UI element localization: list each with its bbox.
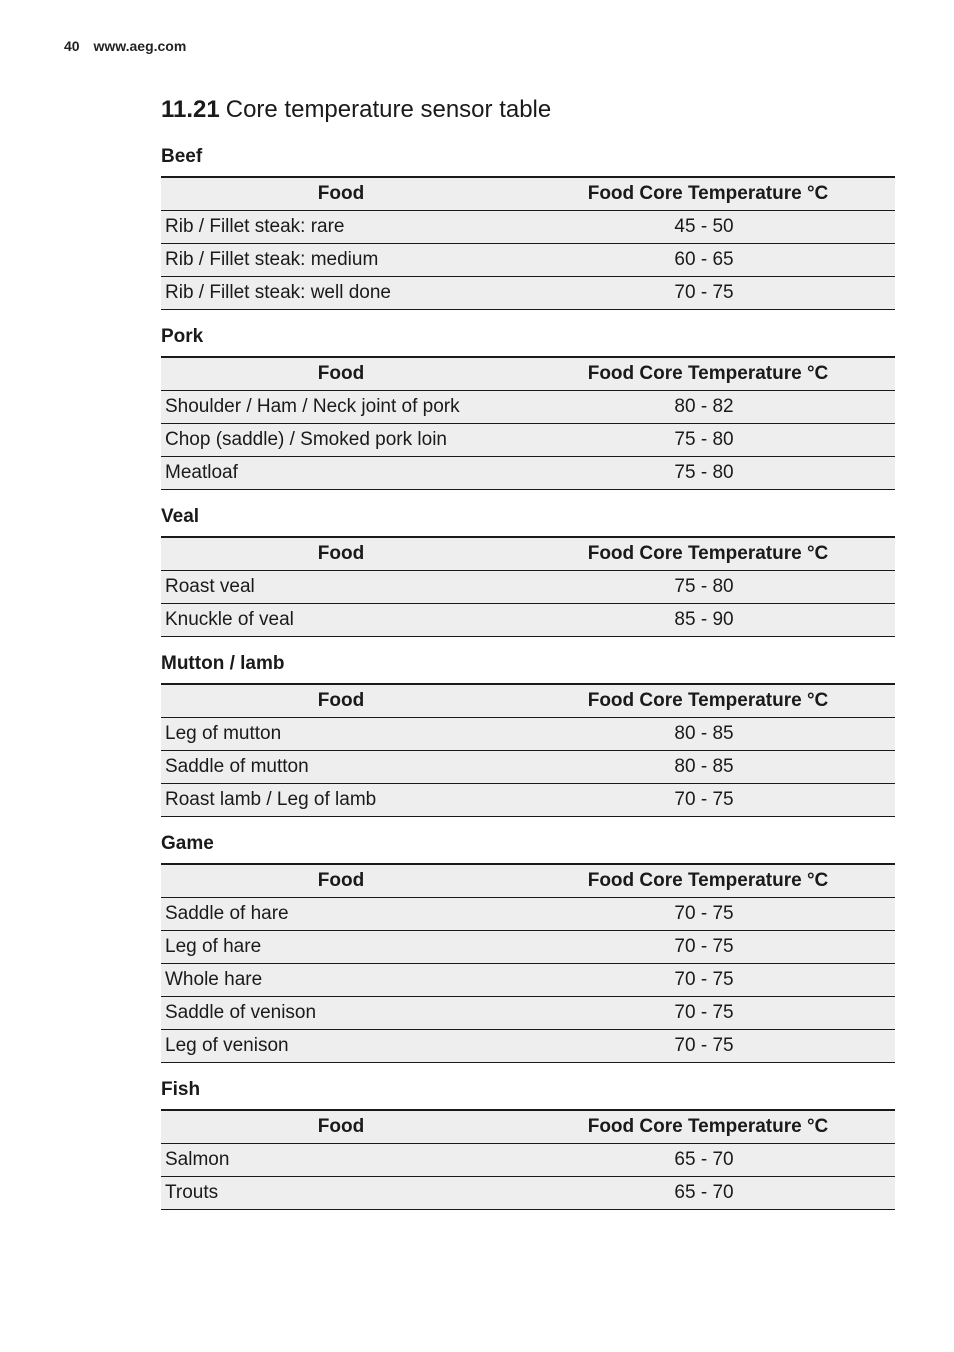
temperature-table [161, 536, 895, 637]
temperature-cell: 70 - 75 [521, 964, 895, 997]
temperature-cell: 75 - 80 [521, 571, 895, 604]
food-cell: Leg of mutton [161, 718, 521, 751]
temperature-cell: 70 - 75 [521, 277, 895, 310]
page-header [64, 38, 186, 54]
section-title [161, 94, 895, 126]
temperature-cell: 85 - 90 [521, 604, 895, 637]
table-header-row [161, 864, 895, 898]
column-header-temperature: Food Core Temperature °C [521, 177, 895, 211]
column-header-temperature: Food Core Temperature °C [521, 684, 895, 718]
table-header-row [161, 177, 895, 211]
temperature-cell: 70 - 75 [521, 784, 895, 817]
temperature-cell: 75 - 80 [521, 457, 895, 490]
main-content [161, 94, 895, 1210]
category-veal [161, 504, 895, 637]
table-row [161, 391, 895, 424]
table-row [161, 1030, 895, 1063]
table-row [161, 571, 895, 604]
section-number: 11.21 [161, 96, 220, 123]
food-cell: Roast lamb / Leg of lamb [161, 784, 521, 817]
table-row [161, 931, 895, 964]
food-cell: Shoulder / Ham / Neck joint of pork [161, 391, 521, 424]
column-header-food: Food [161, 684, 521, 718]
table-row [161, 211, 895, 244]
table-row [161, 457, 895, 490]
category-title: Veal [161, 506, 200, 527]
table-row [161, 784, 895, 817]
food-cell: Leg of hare [161, 931, 521, 964]
food-cell: Roast veal [161, 571, 521, 604]
categories-container [161, 144, 895, 1210]
column-header-temperature: Food Core Temperature °C [521, 357, 895, 391]
temperature-cell: 60 - 65 [521, 244, 895, 277]
page-number: 40 [64, 38, 80, 54]
food-cell: Rib / Fillet steak: medium [161, 244, 521, 277]
column-header-food: Food [161, 864, 521, 898]
temperature-table [161, 176, 895, 310]
temperature-table [161, 863, 895, 1063]
table-header-row [161, 1110, 895, 1144]
table-row [161, 718, 895, 751]
temperature-cell: 70 - 75 [521, 1030, 895, 1063]
category-title: Fish [161, 1079, 201, 1100]
table-row [161, 964, 895, 997]
category-beef [161, 144, 895, 310]
food-cell: Chop (saddle) / Smoked pork loin [161, 424, 521, 457]
temperature-table [161, 356, 895, 490]
food-cell: Rib / Fillet steak: rare [161, 211, 521, 244]
temperature-cell: 70 - 75 [521, 898, 895, 931]
category-mutton-lamb [161, 651, 895, 817]
table-row [161, 1144, 895, 1177]
table-row [161, 997, 895, 1030]
table-row [161, 1177, 895, 1210]
column-header-food: Food [161, 537, 521, 571]
column-header-temperature: Food Core Temperature °C [521, 1110, 895, 1144]
category-title: Pork [161, 326, 204, 347]
temperature-cell: 45 - 50 [521, 211, 895, 244]
temperature-cell: 80 - 85 [521, 718, 895, 751]
temperature-cell: 80 - 82 [521, 391, 895, 424]
table-row [161, 244, 895, 277]
temperature-cell: 65 - 70 [521, 1177, 895, 1210]
table-header-row [161, 357, 895, 391]
food-cell: Knuckle of veal [161, 604, 521, 637]
column-header-temperature: Food Core Temperature °C [521, 537, 895, 571]
temperature-cell: 80 - 85 [521, 751, 895, 784]
table-row [161, 277, 895, 310]
food-cell: Saddle of hare [161, 898, 521, 931]
food-cell: Saddle of mutton [161, 751, 521, 784]
category-title: Mutton / lamb [161, 653, 285, 674]
temperature-cell: 70 - 75 [521, 997, 895, 1030]
food-cell: Saddle of venison [161, 997, 521, 1030]
table-row [161, 751, 895, 784]
category-fish [161, 1077, 895, 1210]
column-header-food: Food [161, 177, 521, 211]
category-pork [161, 324, 895, 490]
column-header-food: Food [161, 1110, 521, 1144]
website-link[interactable]: www.aeg.com [93, 38, 187, 54]
food-cell: Meatloaf [161, 457, 521, 490]
table-header-row [161, 684, 895, 718]
temperature-table [161, 683, 895, 817]
temperature-cell: 75 - 80 [521, 424, 895, 457]
food-cell: Trouts [161, 1177, 521, 1210]
table-row [161, 604, 895, 637]
category-game [161, 831, 895, 1063]
category-title: Game [161, 833, 214, 854]
section-title-text: Core temperature sensor table [225, 96, 552, 123]
table-row [161, 424, 895, 457]
temperature-cell: 65 - 70 [521, 1144, 895, 1177]
food-cell: Salmon [161, 1144, 521, 1177]
food-cell: Rib / Fillet steak: well done [161, 277, 521, 310]
category-title: Beef [161, 146, 203, 167]
food-cell: Whole hare [161, 964, 521, 997]
temperature-table [161, 1109, 895, 1210]
column-header-food: Food [161, 357, 521, 391]
table-row [161, 898, 895, 931]
temperature-cell: 70 - 75 [521, 931, 895, 964]
column-header-temperature: Food Core Temperature °C [521, 864, 895, 898]
food-cell: Leg of venison [161, 1030, 521, 1063]
table-header-row [161, 537, 895, 571]
